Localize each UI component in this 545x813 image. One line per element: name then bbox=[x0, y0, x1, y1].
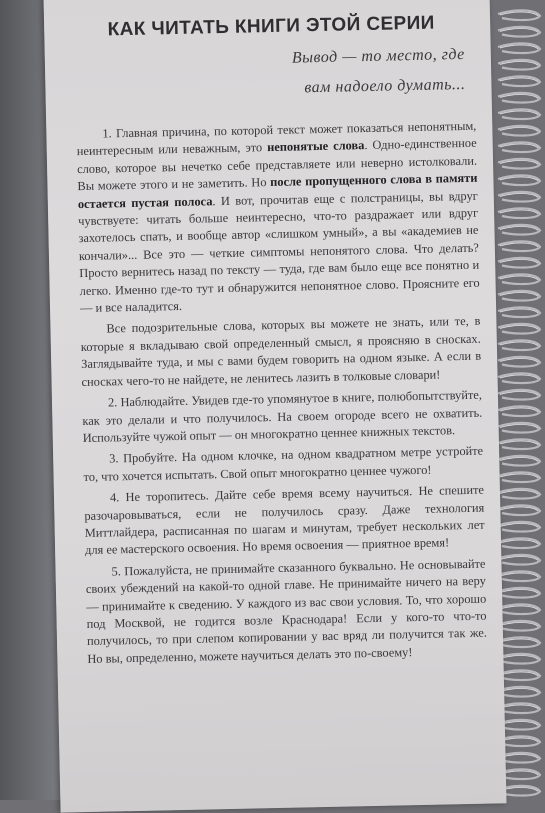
paragraph-1-bold-b: после пропущенного слова в памяти остается пустая полоса bbox=[77, 170, 478, 211]
page-body bbox=[76, 118, 487, 668]
paragraph-2: 2. Наблюдайте. Увидев где-то упомянутое в книге, полюбопытствуйте, как это делали и что получилось. На своем огороде всего не охватить. Используйте чужой опыт — он многократно ценнее книжных текстов. bbox=[82, 387, 483, 445]
book-page bbox=[44, 0, 507, 813]
paragraph-1-text-b: . Одно-единственное слово, которое вы нечетко себе представляете или неверно истолковали. Вы можете этого и не заметить. Но bbox=[76, 136, 478, 194]
paragraph-1-text-a: 1. Главная причина, по которой текст может показаться непонятным, неинтересным или неважным, это bbox=[76, 118, 477, 159]
epigraph-line-1: Вывод — то место, где bbox=[291, 45, 465, 67]
paragraph-1-bold-a: непонятые слова bbox=[266, 138, 365, 155]
epigraph bbox=[205, 40, 466, 105]
paragraph-3: 3. Пробуйте. На одном клочке, на одном квадратном метре устройте то, что хочется испытать. Свой опыт многократно ценнее чужого! bbox=[83, 443, 484, 484]
paragraph-1 bbox=[76, 118, 480, 318]
page-title: КАК ЧИТАТЬ КНИГИ ЭТОЙ СЕРИИ bbox=[107, 12, 435, 41]
paragraph-1-text-c: . И вот, прочитав еще с полстраницы, вы вдруг чувствуете: читать больше неинтересно, что-то раздражает или вдруг захотелось спать, и вообще автор «слишком умный», а вы «академиев не кончали»... Все это — четкие симптомы непонятого слова. Что делать? Просто вернитесь назад по тексту — туда, где вам было еще все понятно и легко. Именно где-то тут и обнаружится непонятное слово. Проясните его — и все наладится. bbox=[78, 188, 480, 316]
paragraph-4: 4. Не торопитесь. Дайте себе время всему научиться. Не спешите разочаровываться, если не получилось сразу. Даже технология Миттлайдера, расписанная по шагам и минутам, требует нескольких лет для ее мастерского освоения. Но время освоения — приятное время! bbox=[84, 482, 485, 558]
epigraph-line-2: вам надоело думать... bbox=[304, 75, 466, 97]
paragraph-1b: Все подозрительные слова, которых вы можете не знать, или те, в которые я вкладываю свой определенный смысл, я проясняю в сносках. Заглядывайте туда, и мы с вами будем говорить на одном языке. А если в сносках чего-то не найдете, не ленитесь лазить в толковые словари! bbox=[80, 314, 482, 389]
paragraph-5: 5. Пожалуйста, не принимайте сказанного буквально. Не основывайте своих убеждений на какой-то одной главе. Не принимайте ничего на веру — принимайте к сведению. У каждого из вас свои условия. То, что хорошо под Москвой, не годится возле Краснодара! Если у кого-то что-то получилось, то при слепом копировании у вас вряд ли получится так же. Но вы, определенно, можете научиться делать это по-своему! bbox=[85, 556, 488, 666]
